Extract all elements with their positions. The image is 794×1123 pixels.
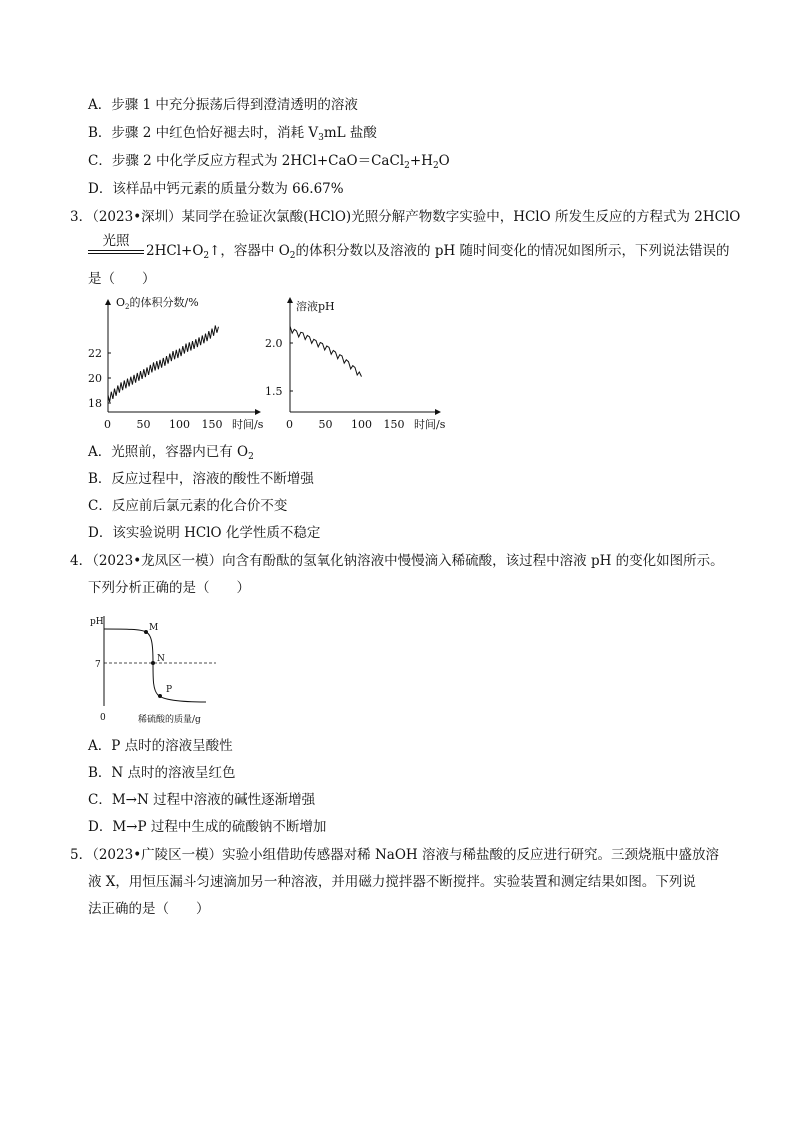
o2-ylabel: $O_2$的体积分数/% [116, 296, 199, 311]
prev-option-a: A．步骤 1 中充分振荡后得到澄清透明的溶液 [88, 97, 358, 113]
ph-series-line [290, 326, 362, 376]
q4-option-a: A．P 点时的溶液呈酸性 [88, 738, 233, 754]
prev-option-b: B．步骤 2 中红色恰好褪去时，消耗 $V_3mL$ 盐酸 [88, 125, 377, 143]
ph-ytick-label: 2.0 [265, 337, 283, 350]
ph-xtick-label: 150 [383, 418, 405, 431]
q4-label-m: M [149, 623, 159, 633]
q3-stem-line2: $2HCl+O_2↑$，容器中 $O_2$的体积分数以及溶液的 pH 随时间变化的情况如图所示，下列说法错误的 [146, 243, 730, 261]
q4-ytick-7: 7 [95, 660, 101, 670]
q4-point-m [144, 630, 148, 634]
q4-option-c: C．M→N 过程中溶液的碱性逐渐增强 [88, 792, 316, 808]
q5-stem-line2: 液 X，用恒压漏斗匀速滴加另一种溶液，并用磁力搅拌器不断搅拌。实验装置和测定结果如图。下列说 [88, 874, 696, 890]
q4-point-p [158, 694, 162, 698]
q4-ylabel: pH [90, 617, 104, 627]
o2-ytick-label: 22 [88, 347, 102, 360]
q3-option-c: C．反应前后氯元素的化合价不变 [88, 498, 288, 514]
ph-ytick-label: 1.5 [265, 385, 283, 398]
ph-xlabel: 时间/s [414, 418, 446, 431]
q3-option-b: B．反应过程中，溶液的酸性不断增强 [88, 471, 314, 487]
q4-option-d: D．M→P 过程中生成的硫酸钠不断增加 [88, 819, 327, 835]
ph-xtick-label: 100 [351, 418, 372, 431]
ph-xtick-label: 50 [318, 418, 333, 431]
q4-label-n: N [157, 654, 165, 664]
prev-option-c: C．步骤 2 中化学反应方程式为 $2HCl+CaO=CaCl_2+H_2O$ [88, 153, 450, 171]
q3-reaction-condition: 光照 [88, 232, 144, 260]
q3-chart-o2 [80, 290, 270, 438]
o2-xtick-label: 100 [169, 418, 190, 431]
q4-origin: 0 [100, 713, 106, 723]
o2-ytick-label: 20 [88, 372, 102, 385]
o2-xtick-label: 50 [136, 418, 151, 431]
q3-chart-ph [262, 290, 462, 438]
q4-label-p: P [166, 685, 173, 695]
q4-ph-curve [104, 629, 206, 702]
q4-stem-line1: 4．（2023•龙凤区一模）向含有酚酞的氢氧化钠溶液中慢慢滴入稀硫酸，该过程中溶液 pH 的变化如图所示。 [70, 553, 724, 569]
o2-xtick-label: 150 [201, 418, 223, 431]
prev-option-d: D．该样品中钙元素的质量分数为 66.67% [88, 181, 344, 197]
q4-point-n [151, 661, 155, 665]
q3-stem-line1: 3．（2023•深圳）某同学在验证次氯酸(HClO)光照分解产物数字实验中，HClO 所发生反应的方程式为 2HClO [70, 209, 741, 225]
o2-xlabel: 时间/s [232, 418, 264, 431]
q3-option-a: A．光照前，容器内已有 $O_2$ [88, 444, 254, 462]
ph-xtick-label: 0 [286, 418, 293, 431]
q4-option-b: B．N 点时的溶液呈红色 [88, 765, 236, 781]
o2-xtick-label: 0 [104, 418, 111, 431]
o2-series-line [108, 326, 219, 403]
q4-xlabel: 稀硫酸的质量/g [138, 715, 201, 725]
q4-stem-line2: 下列分析正确的是（ ） [88, 580, 250, 596]
q3-stem-line3: 是（ ） [88, 271, 156, 287]
q4-chart-ph [86, 610, 226, 728]
q3-option-d: D．该实验说明 HClO 化学性质不稳定 [88, 525, 321, 541]
q5-stem-line3: 法正确的是（ ） [88, 901, 210, 917]
o2-ytick-label: 18 [88, 397, 102, 410]
q5-stem-line1: 5．（2023•广陵区一模）实验小组借助传感器对稀 NaOH 溶液与稀盐酸的反应进行研究。三颈烧瓶中盛放溶 [70, 847, 719, 863]
ph-ylabel: 溶液pH [296, 300, 335, 313]
